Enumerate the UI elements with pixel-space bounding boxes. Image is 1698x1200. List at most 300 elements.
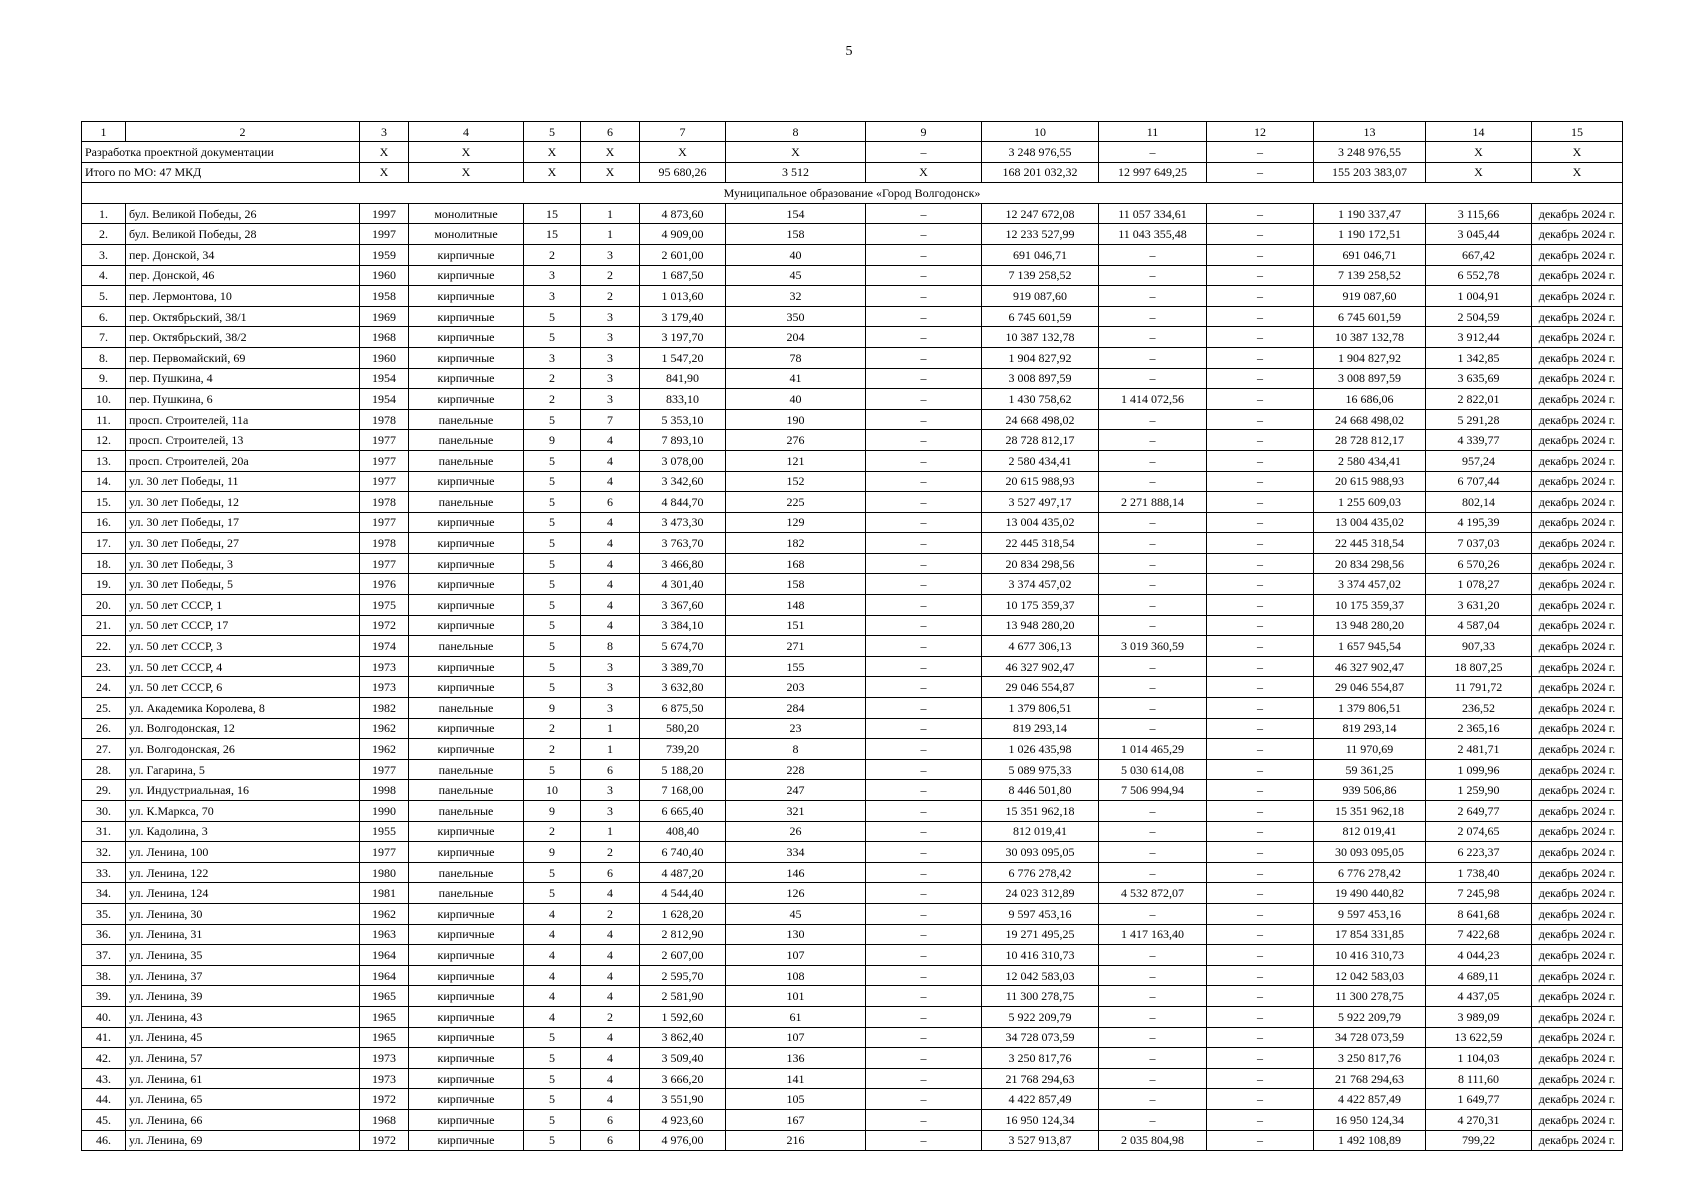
table-cell: 4 xyxy=(581,574,640,595)
column-number: 13 xyxy=(1314,122,1426,142)
table-cell: 5 xyxy=(524,327,581,348)
table-cell: кирпичные xyxy=(409,718,524,739)
table-cell: кирпичные xyxy=(409,821,524,842)
table-cell: 30 093 095,05 xyxy=(982,842,1099,863)
table-cell: – xyxy=(1207,883,1314,904)
table-cell: – xyxy=(866,430,982,451)
table-cell: кирпичные xyxy=(409,1109,524,1130)
table-cell: – xyxy=(1207,1048,1314,1069)
table-cell: 141 xyxy=(726,1068,866,1089)
column-number: 15 xyxy=(1532,122,1623,142)
table-cell: 225 xyxy=(726,492,866,513)
table-cell: 3. xyxy=(82,244,126,265)
table-cell: 45. xyxy=(82,1109,126,1130)
table-cell: 8 641,68 xyxy=(1426,903,1532,924)
table-cell: 41. xyxy=(82,1027,126,1048)
table-cell: 1964 xyxy=(360,945,409,966)
table-cell: 3 078,00 xyxy=(640,450,726,471)
table-cell: 22 445 318,54 xyxy=(982,533,1099,554)
table-cell: декабрь 2024 г. xyxy=(1532,656,1623,677)
summary-cell: X xyxy=(524,142,581,163)
table-cell: 1958 xyxy=(360,286,409,307)
table-cell: 1 xyxy=(581,739,640,760)
table-cell: – xyxy=(1207,1109,1314,1130)
table-cell: кирпичные xyxy=(409,533,524,554)
table-cell: 43. xyxy=(82,1068,126,1089)
table-cell: 7 506 994,94 xyxy=(1099,780,1207,801)
address-cell: ул. 30 лет Победы, 17 xyxy=(126,512,360,533)
table-cell: 5 xyxy=(524,1048,581,1069)
table-cell: 2 xyxy=(524,368,581,389)
table-cell: – xyxy=(1099,1068,1207,1089)
table-cell: – xyxy=(1207,224,1314,245)
table-cell: – xyxy=(1207,471,1314,492)
table-cell: 4 xyxy=(581,553,640,574)
table-cell: – xyxy=(1207,656,1314,677)
table-cell: 8 111,60 xyxy=(1426,1068,1532,1089)
table-cell: 3 342,60 xyxy=(640,471,726,492)
table-cell: 28. xyxy=(82,759,126,780)
table-cell: 1954 xyxy=(360,368,409,389)
table-cell: 5 xyxy=(524,533,581,554)
table-cell: декабрь 2024 г. xyxy=(1532,450,1623,471)
table-cell: – xyxy=(1207,945,1314,966)
summary-cell: 3 248 976,55 xyxy=(1314,142,1426,163)
table-cell: 1997 xyxy=(360,224,409,245)
table-cell: 907,33 xyxy=(1426,636,1532,657)
table-cell: 5 xyxy=(524,677,581,698)
table-cell: 11 970,69 xyxy=(1314,739,1426,760)
table-cell: 8. xyxy=(82,347,126,368)
table-cell: 24 023 312,89 xyxy=(982,883,1099,904)
table-cell: 1977 xyxy=(360,553,409,574)
table-cell: 1 687,50 xyxy=(640,265,726,286)
table-cell: 3 527 497,17 xyxy=(982,492,1099,513)
table-cell: 1978 xyxy=(360,409,409,430)
table-row xyxy=(82,862,1623,883)
summary-cell: 168 201 032,32 xyxy=(982,162,1099,183)
table-cell: 3 115,66 xyxy=(1426,203,1532,224)
table-cell: – xyxy=(866,553,982,574)
table-cell: 4 xyxy=(581,450,640,471)
table-cell: декабрь 2024 г. xyxy=(1532,512,1623,533)
table-cell: декабрь 2024 г. xyxy=(1532,265,1623,286)
table-row xyxy=(82,265,1623,286)
table-cell: – xyxy=(1207,430,1314,451)
table-cell: 24. xyxy=(82,677,126,698)
table-cell: 4 xyxy=(581,883,640,904)
table-cell: 3 912,44 xyxy=(1426,327,1532,348)
table-cell: 20. xyxy=(82,595,126,616)
table-cell: 148 xyxy=(726,595,866,616)
table-cell: панельные xyxy=(409,862,524,883)
table-cell: декабрь 2024 г. xyxy=(1532,1006,1623,1027)
table-cell: 4 xyxy=(524,945,581,966)
table-cell: 5 xyxy=(524,1089,581,1110)
table-cell: декабрь 2024 г. xyxy=(1532,698,1623,719)
table-cell: – xyxy=(1207,698,1314,719)
summary-cell: 12 997 649,25 xyxy=(1099,162,1207,183)
table-cell: – xyxy=(1099,409,1207,430)
summary-cell: X xyxy=(581,142,640,163)
table-row xyxy=(82,430,1623,451)
column-number: 3 xyxy=(360,122,409,142)
table-cell: 78 xyxy=(726,347,866,368)
table-cell: 4 270,31 xyxy=(1426,1109,1532,1130)
table-row xyxy=(82,636,1623,657)
column-number: 4 xyxy=(409,122,524,142)
table-cell: – xyxy=(866,512,982,533)
table-cell: 6 552,78 xyxy=(1426,265,1532,286)
table-cell: 1 014 465,29 xyxy=(1099,739,1207,760)
table-row xyxy=(82,450,1623,471)
table-cell: 4 xyxy=(581,533,640,554)
table-cell: 107 xyxy=(726,1027,866,1048)
address-cell: просп. Строителей, 13 xyxy=(126,430,360,451)
table-cell: 6 223,37 xyxy=(1426,842,1532,863)
table-cell: – xyxy=(1099,574,1207,595)
table-cell: 1969 xyxy=(360,306,409,327)
table-cell: 1964 xyxy=(360,965,409,986)
table-cell: 1976 xyxy=(360,574,409,595)
address-cell: ул. 30 лет Победы, 5 xyxy=(126,574,360,595)
table-cell: кирпичные xyxy=(409,739,524,760)
table-cell: 20 834 298,56 xyxy=(982,553,1099,574)
table-cell: 3 527 913,87 xyxy=(982,1130,1099,1151)
table-cell: 24 668 498,02 xyxy=(982,409,1099,430)
table-cell: – xyxy=(866,656,982,677)
table-row xyxy=(82,327,1623,348)
address-cell: ул. Волгодонская, 12 xyxy=(126,718,360,739)
table-cell: 2 xyxy=(581,265,640,286)
table-cell: 182 xyxy=(726,533,866,554)
table-cell: – xyxy=(1099,347,1207,368)
table-cell: 4 xyxy=(581,1027,640,1048)
table-cell: 32. xyxy=(82,842,126,863)
table-cell: 1982 xyxy=(360,698,409,719)
table-cell: 26. xyxy=(82,718,126,739)
table-cell: 10 387 132,78 xyxy=(982,327,1099,348)
table-cell: 1 259,90 xyxy=(1426,780,1532,801)
table-cell: кирпичные xyxy=(409,595,524,616)
table-cell: 3 xyxy=(581,801,640,822)
address-cell: ул. Гагарина, 5 xyxy=(126,759,360,780)
table-cell: кирпичные xyxy=(409,389,524,410)
table-cell: 23. xyxy=(82,656,126,677)
table-cell: 32 xyxy=(726,286,866,307)
table-cell: декабрь 2024 г. xyxy=(1532,986,1623,1007)
table-cell: 10 387 132,78 xyxy=(1314,327,1426,348)
table-cell: – xyxy=(866,471,982,492)
table-cell: 19 271 495,25 xyxy=(982,924,1099,945)
table-cell: – xyxy=(1099,1006,1207,1027)
table-cell: 17. xyxy=(82,533,126,554)
table-cell: – xyxy=(1099,306,1207,327)
table-cell: 3 666,20 xyxy=(640,1068,726,1089)
table-cell: 4 422 857,49 xyxy=(982,1089,1099,1110)
summary-row-design-docs xyxy=(82,142,1623,163)
table-cell: 40. xyxy=(82,1006,126,1027)
table-cell: – xyxy=(866,1048,982,1069)
table-cell: – xyxy=(866,842,982,863)
table-cell: кирпичные xyxy=(409,471,524,492)
table-cell: 4 422 857,49 xyxy=(1314,1089,1426,1110)
table-row xyxy=(82,553,1623,574)
table-cell: кирпичные xyxy=(409,1027,524,1048)
address-cell: бул. Великой Победы, 28 xyxy=(126,224,360,245)
table-cell: – xyxy=(1207,1130,1314,1151)
table-cell: – xyxy=(866,759,982,780)
table-cell: – xyxy=(1207,286,1314,307)
table-cell: 4 xyxy=(581,471,640,492)
table-cell: 3 xyxy=(581,656,640,677)
table-cell: – xyxy=(1099,615,1207,636)
table-cell: 2 607,00 xyxy=(640,945,726,966)
table-cell: 17 854 331,85 xyxy=(1314,924,1426,945)
table-cell: декабрь 2024 г. xyxy=(1532,1130,1623,1151)
table-cell: – xyxy=(1207,389,1314,410)
table-row xyxy=(82,718,1623,739)
table-row xyxy=(82,759,1623,780)
table-cell: 34 728 073,59 xyxy=(982,1027,1099,1048)
table-cell: 7 139 258,52 xyxy=(982,265,1099,286)
table-cell: 4 923,60 xyxy=(640,1109,726,1130)
table-cell: – xyxy=(1207,718,1314,739)
table-cell: кирпичные xyxy=(409,1068,524,1089)
section-title: Муниципальное образование «Город Волгодонск» xyxy=(82,183,1623,204)
table-cell: 4 873,60 xyxy=(640,203,726,224)
table-cell: 236,52 xyxy=(1426,698,1532,719)
table-cell: 5 922 209,79 xyxy=(1314,1006,1426,1027)
table-cell: 1 904 827,92 xyxy=(1314,347,1426,368)
table-cell: 16 950 124,34 xyxy=(1314,1109,1426,1130)
table-cell: 22. xyxy=(82,636,126,657)
summary-cell: 155 203 383,07 xyxy=(1314,162,1426,183)
table-row xyxy=(82,492,1623,513)
table-cell: 1972 xyxy=(360,1130,409,1151)
table-cell: 15 xyxy=(524,224,581,245)
table-cell: 3 197,70 xyxy=(640,327,726,348)
table-cell: 1 xyxy=(581,224,640,245)
table-cell: 129 xyxy=(726,512,866,533)
table-cell: декабрь 2024 г. xyxy=(1532,801,1623,822)
table-cell: – xyxy=(866,574,982,595)
table-cell: кирпичные xyxy=(409,677,524,698)
table-row xyxy=(82,1089,1623,1110)
summary-cell: X xyxy=(866,162,982,183)
table-cell: 35. xyxy=(82,903,126,924)
table-cell: декабрь 2024 г. xyxy=(1532,780,1623,801)
table-cell: – xyxy=(1207,347,1314,368)
table-cell: 59 361,25 xyxy=(1314,759,1426,780)
table-row xyxy=(82,203,1623,224)
address-cell: ул. Ленина, 31 xyxy=(126,924,360,945)
table-cell: 4 xyxy=(524,965,581,986)
table-cell: 1990 xyxy=(360,801,409,822)
table-cell: 1981 xyxy=(360,883,409,904)
table-row xyxy=(82,1027,1623,1048)
table-cell: декабрь 2024 г. xyxy=(1532,924,1623,945)
table-cell: 4. xyxy=(82,265,126,286)
table-cell: 15 xyxy=(524,203,581,224)
table-cell: 29. xyxy=(82,780,126,801)
address-cell: ул. Волгодонская, 26 xyxy=(126,739,360,760)
table-cell: 1 099,96 xyxy=(1426,759,1532,780)
table-cell: 691 046,71 xyxy=(982,244,1099,265)
table-cell: декабрь 2024 г. xyxy=(1532,965,1623,986)
address-cell: пер. Первомайский, 69 xyxy=(126,347,360,368)
table-cell: – xyxy=(1099,286,1207,307)
table-cell: 11. xyxy=(82,409,126,430)
table-cell: 2 365,16 xyxy=(1426,718,1532,739)
table-cell: 4 xyxy=(581,430,640,451)
address-cell: ул. Ленина, 30 xyxy=(126,903,360,924)
table-cell: 4 xyxy=(581,924,640,945)
table-cell: 276 xyxy=(726,430,866,451)
table-cell: 12 042 583,03 xyxy=(1314,965,1426,986)
table-cell: 3 389,70 xyxy=(640,656,726,677)
address-cell: ул. Ленина, 61 xyxy=(126,1068,360,1089)
table-cell: 4 xyxy=(581,615,640,636)
table-cell: 3 374 457,02 xyxy=(982,574,1099,595)
table-cell: декабрь 2024 г. xyxy=(1532,945,1623,966)
table-cell: 2 581,90 xyxy=(640,986,726,1007)
table-cell: 4 301,40 xyxy=(640,574,726,595)
address-cell: ул. Ленина, 45 xyxy=(126,1027,360,1048)
table-cell: 4 xyxy=(581,1089,640,1110)
table-cell: кирпичные xyxy=(409,842,524,863)
table-cell: – xyxy=(866,615,982,636)
table-cell: 4 976,00 xyxy=(640,1130,726,1151)
summary-row-total xyxy=(82,162,1623,183)
table-cell: 2 035 804,98 xyxy=(1099,1130,1207,1151)
table-cell: кирпичные xyxy=(409,615,524,636)
table-cell: кирпичные xyxy=(409,945,524,966)
table-cell: – xyxy=(1207,903,1314,924)
table-row xyxy=(82,533,1623,554)
table-cell: 1 026 435,98 xyxy=(982,739,1099,760)
table-cell: 36. xyxy=(82,924,126,945)
table-cell: панельные xyxy=(409,883,524,904)
table-cell: 4 677 306,13 xyxy=(982,636,1099,657)
table-cell: 4 532 872,07 xyxy=(1099,883,1207,904)
table-cell: – xyxy=(866,924,982,945)
table-cell: 3 xyxy=(581,306,640,327)
table-row xyxy=(82,512,1623,533)
table-cell: – xyxy=(866,1130,982,1151)
table-row xyxy=(82,780,1623,801)
table-cell: 16. xyxy=(82,512,126,533)
table-cell: 4 xyxy=(581,595,640,616)
table-cell: 190 xyxy=(726,409,866,430)
table-cell: – xyxy=(1099,821,1207,842)
table-cell: 6 745 601,59 xyxy=(982,306,1099,327)
table-cell: 20 615 988,93 xyxy=(982,471,1099,492)
table-cell: декабрь 2024 г. xyxy=(1532,821,1623,842)
summary-cell: X xyxy=(524,162,581,183)
table-cell: 154 xyxy=(726,203,866,224)
table-cell: – xyxy=(1207,244,1314,265)
table-cell: 6 740,40 xyxy=(640,842,726,863)
table-cell: 3 632,80 xyxy=(640,677,726,698)
table-cell: 4 487,20 xyxy=(640,862,726,883)
table-cell: 1 004,91 xyxy=(1426,286,1532,307)
table-cell: 334 xyxy=(726,842,866,863)
table-cell: 819 293,14 xyxy=(982,718,1099,739)
table-cell: кирпичные xyxy=(409,512,524,533)
table-cell: 18 807,25 xyxy=(1426,656,1532,677)
table-cell: 126 xyxy=(726,883,866,904)
table-cell: 5 xyxy=(524,883,581,904)
table-cell: – xyxy=(1099,677,1207,698)
table-cell: – xyxy=(866,965,982,986)
table-cell: декабрь 2024 г. xyxy=(1532,306,1623,327)
table-cell: 1972 xyxy=(360,1089,409,1110)
table-cell: 4 xyxy=(524,924,581,945)
table-cell: 23 xyxy=(726,718,866,739)
table-cell: 3 367,60 xyxy=(640,595,726,616)
table-cell: 1960 xyxy=(360,347,409,368)
table-cell: 5 xyxy=(524,1027,581,1048)
table-cell: – xyxy=(1207,842,1314,863)
table-cell: декабрь 2024 г. xyxy=(1532,739,1623,760)
table-cell: 5 xyxy=(524,492,581,513)
table-cell: – xyxy=(866,1027,982,1048)
table-cell: 15. xyxy=(82,492,126,513)
table-cell: 247 xyxy=(726,780,866,801)
table-row xyxy=(82,883,1623,904)
table-cell: 1 342,85 xyxy=(1426,347,1532,368)
table-cell: 580,20 xyxy=(640,718,726,739)
table-cell: 1968 xyxy=(360,1109,409,1130)
table-cell: кирпичные xyxy=(409,903,524,924)
address-cell: ул. Академика Королева, 8 xyxy=(126,698,360,719)
table-cell: 1998 xyxy=(360,780,409,801)
address-cell: ул. Индустриальная, 16 xyxy=(126,780,360,801)
table-cell: – xyxy=(1099,698,1207,719)
table-cell: – xyxy=(1099,430,1207,451)
table-cell: 802,14 xyxy=(1426,492,1532,513)
table-cell: 6 745 601,59 xyxy=(1314,306,1426,327)
table-cell: 3 019 360,59 xyxy=(1099,636,1207,657)
table-cell: 1 657 945,54 xyxy=(1314,636,1426,657)
table-cell: 16 686,06 xyxy=(1314,389,1426,410)
table-cell: 21. xyxy=(82,615,126,636)
column-number: 10 xyxy=(982,122,1099,142)
table-cell: декабрь 2024 г. xyxy=(1532,636,1623,657)
table-cell: – xyxy=(1099,801,1207,822)
table-row xyxy=(82,1006,1623,1027)
table-cell: 46. xyxy=(82,1130,126,1151)
table-cell: 11 300 278,75 xyxy=(982,986,1099,1007)
table-row xyxy=(82,574,1623,595)
table-row xyxy=(82,347,1623,368)
table-cell: 7 893,10 xyxy=(640,430,726,451)
table-cell: 4 689,11 xyxy=(1426,965,1532,986)
summary-cell: X xyxy=(640,142,726,163)
table-cell: 1977 xyxy=(360,471,409,492)
table-cell: 11 043 355,48 xyxy=(1099,224,1207,245)
table-cell: 1 379 806,51 xyxy=(1314,698,1426,719)
table-cell: кирпичные xyxy=(409,347,524,368)
table-cell: – xyxy=(866,945,982,966)
table-cell: 3 xyxy=(524,347,581,368)
table-cell: монолитные xyxy=(409,203,524,224)
table-cell: декабрь 2024 г. xyxy=(1532,615,1623,636)
table-cell: 28 728 812,17 xyxy=(1314,430,1426,451)
table-cell: – xyxy=(1207,965,1314,986)
table-cell: декабрь 2024 г. xyxy=(1532,759,1623,780)
